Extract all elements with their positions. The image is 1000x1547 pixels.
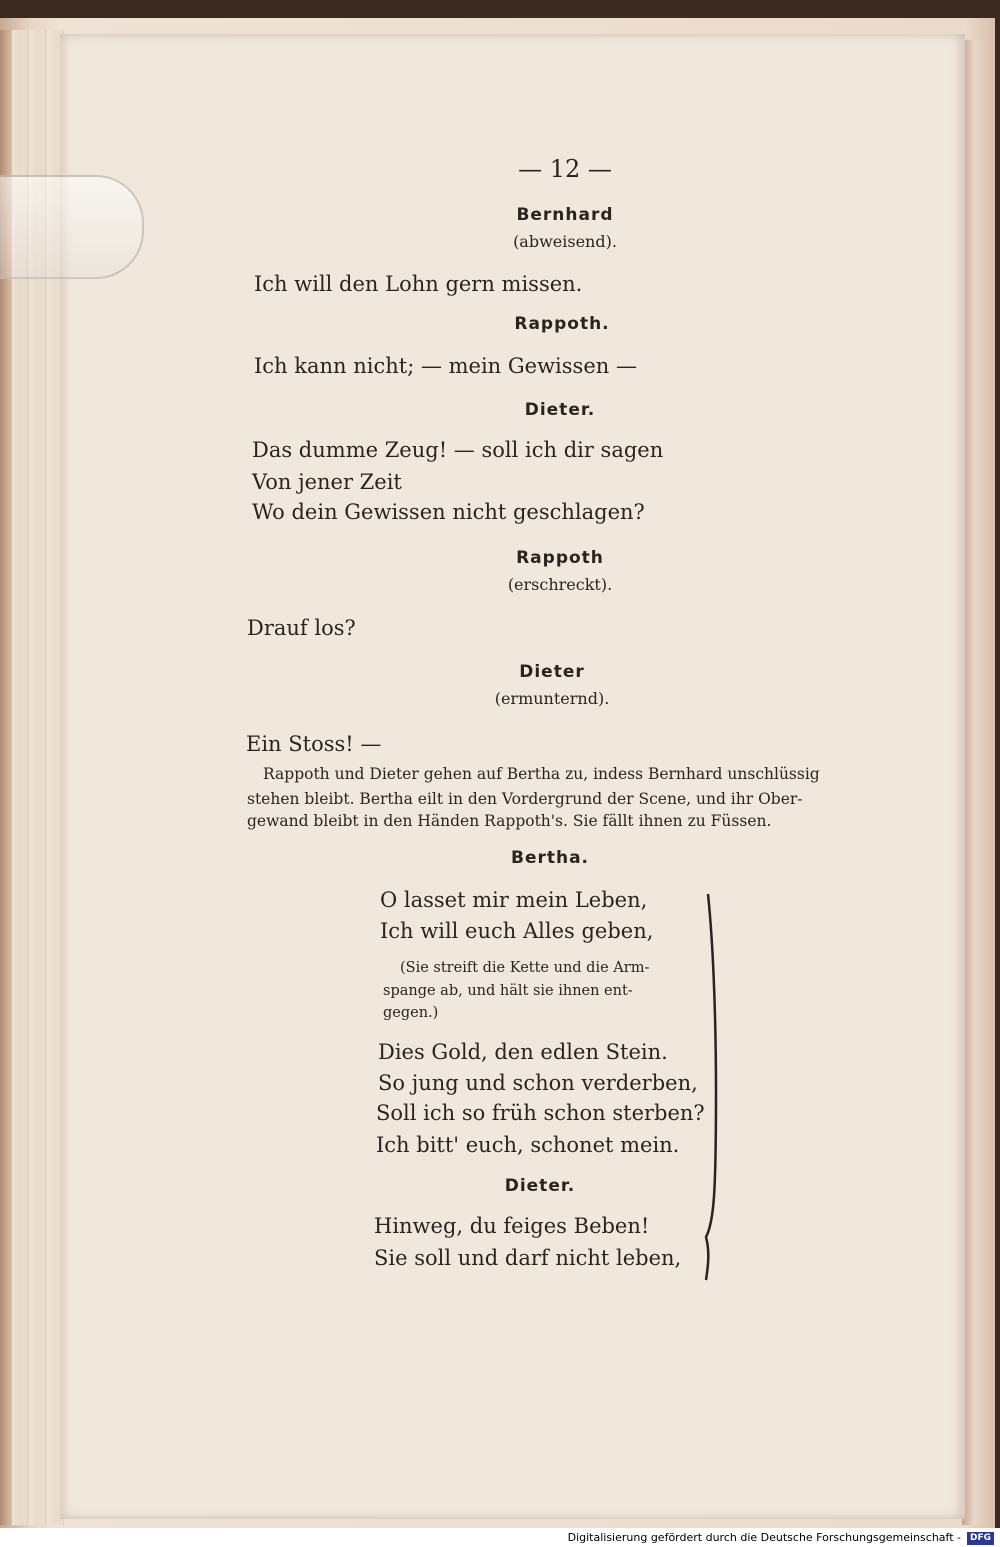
verse-line: Dies Gold, den edlen Stein. bbox=[378, 1040, 668, 1064]
speaker-bernhard: Bernhard bbox=[516, 205, 614, 225]
verse-line: O lasset mir mein Leben, bbox=[380, 888, 648, 912]
page-edge-right bbox=[962, 40, 992, 1525]
speaker-dieter: Dieter. bbox=[504, 1176, 576, 1196]
speaker-dieter: Dieter bbox=[519, 662, 585, 682]
verse-line: Ich will den Lohn gern missen. bbox=[254, 272, 583, 296]
dfg-logo: DFG bbox=[967, 1532, 994, 1545]
verse-line: Ein Stoss! — bbox=[246, 732, 382, 756]
verse-line: So jung und schon verderben, bbox=[378, 1071, 698, 1095]
verse-line: Das dumme Zeug! — soll ich dir sagen bbox=[252, 438, 664, 462]
verse-line: Von jener Zeit bbox=[252, 470, 402, 494]
speaker-bertha: Bertha. bbox=[510, 848, 590, 868]
verse-line: Drauf los? bbox=[247, 616, 356, 640]
page-number: — 12 — bbox=[518, 155, 612, 183]
stage-direction-line: gewand bleibt in den Händen Rappoth's. Sie fällt ihnen zu Füssen. bbox=[247, 812, 772, 830]
stage-direction: (erschreckt). bbox=[507, 575, 613, 594]
speaker-rappoth: Rappoth. bbox=[514, 314, 610, 334]
stage-direction-line: stehen bleibt. Bertha eilt in den Vordergrund der Scene, und ihr Ober- bbox=[247, 790, 803, 808]
verse-line: Ich kann nicht; — mein Gewissen — bbox=[254, 354, 637, 378]
verse-line: Ich bitt' euch, schonet mein. bbox=[376, 1133, 680, 1157]
footer-text: Digitalisierung gefördert durch die Deutsche Forschungsgemeinschaft - bbox=[567, 1531, 961, 1544]
speaker-dieter: Dieter. bbox=[524, 400, 596, 420]
stage-direction: (ermunternd). bbox=[494, 689, 610, 708]
verse-line: Wo dein Gewissen nicht geschlagen? bbox=[252, 500, 645, 524]
stage-direction-line: gegen.) bbox=[383, 1005, 439, 1021]
verse-brace bbox=[700, 892, 724, 1282]
stage-direction-line: (Sie streift die Kette und die Arm- bbox=[400, 960, 650, 976]
verse-line: Ich will euch Alles geben, bbox=[380, 919, 654, 943]
verse-line: Soll ich so früh schon sterben? bbox=[376, 1101, 705, 1125]
verse-line: Sie soll und darf nicht leben, bbox=[374, 1246, 682, 1270]
speaker-rappoth: Rappoth bbox=[516, 548, 604, 568]
footer-bar bbox=[0, 1528, 1000, 1547]
stage-direction-line: Rappoth und Dieter gehen auf Bertha zu, indess Bernhard unschlüssig bbox=[263, 765, 820, 783]
verse-line: Hinweg, du feiges Beben! bbox=[374, 1214, 650, 1238]
page-clip bbox=[0, 175, 144, 279]
stage-direction: (abweisend). bbox=[513, 232, 617, 251]
stage-direction-line: spange ab, und hält sie ihnen ent- bbox=[383, 983, 633, 999]
